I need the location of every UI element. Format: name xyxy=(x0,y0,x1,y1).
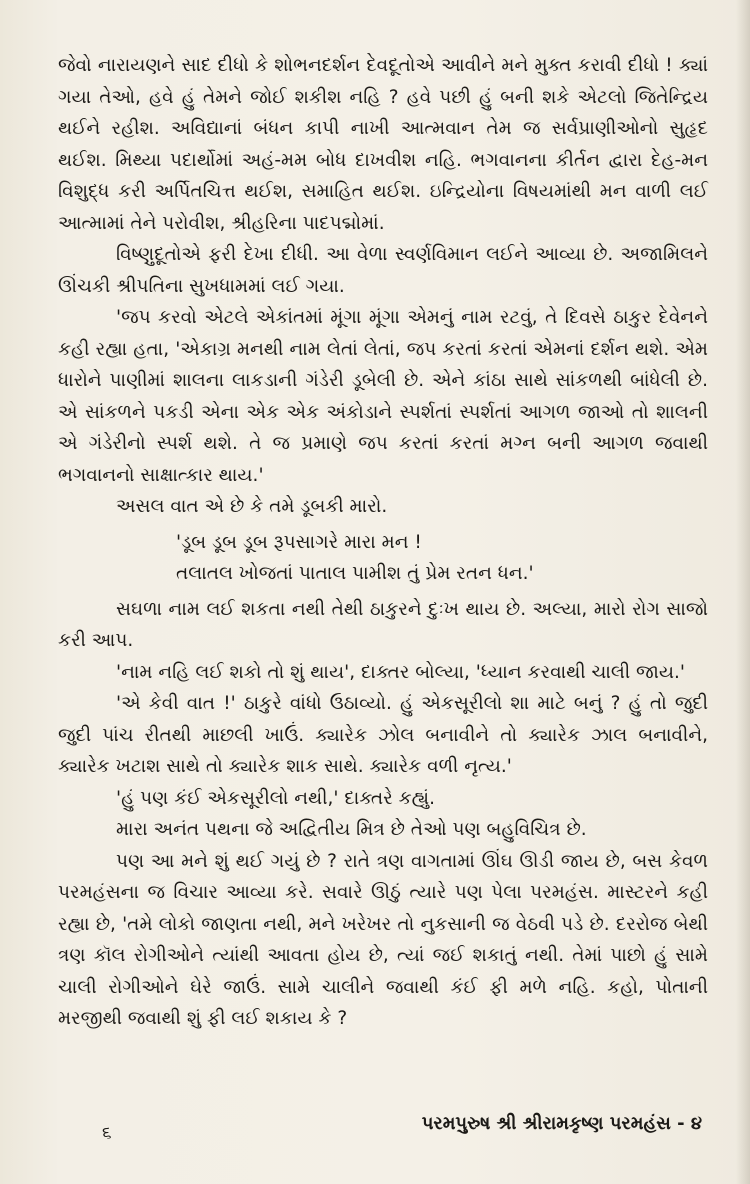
paragraph-6: 'નામ નહિ લઈ શકો તો શું થાય', દાક્તર બોલ્યા, 'ધ્યાન કરવાથી ચાલી જાય.' xyxy=(116,661,686,683)
body-text xyxy=(58,50,708,1035)
verse-block xyxy=(176,527,708,590)
binding-shadow xyxy=(736,0,750,1184)
paragraph-2: વિષ્ણુદૂતોએ ફરી દેખા દીધી. આ વેળા સ્વર્ણવિમાન લઈને આવ્યા છે. અજામિલને ઊંચકી શ્રીપતિના સુખધામમાં લઈ ગયા. xyxy=(58,244,708,297)
paragraph-7: 'એ કેવી વાત !' ઠાકુરે વાંધો ઉઠાવ્યો. હું એકસૂરીલો શા માટે બનું ? હું તો જુદી જુદી પાંચ રીતથી માછલી ખાઉં. ક્યારેક ઝોલ બનાવીને તો ક્યારેક ઝાલ બનાવીને, ક્યારેક ખટાશ સાથે તો ક્યારેક શાક સાથે. ક્યારેક વળી નૃત્ય.' xyxy=(58,693,708,777)
page-number: ૬ xyxy=(102,1123,112,1143)
paragraph-5: સઘળા નામ લઈ શકતા નથી તેથી ઠાકુરને દુઃખ થાય છે. અલ્યા, મારો રોગ સાજો કરી આપ. xyxy=(58,598,708,651)
paragraph-1: જેવો નારાયણને સાદ દીધો કે શોભનદર્શન દેવદૂતોએ આવીને મને મુક્ત કરાવી દીધો ! ક્યાં ગયા તેઓ, હવે હું તેમને જોઈ શકીશ નહિ ? હવે પછી હું બની શકે એટલો જિતેન્દ્રિય થઈને રહીશ. અવિદ્યાનાં બંધન કાપી નાખી આત્મવાન તેમ જ સર્વપ્રાણીઓનો સુહૃદ થઈશ. મિથ્યા પદાર્થોમાં અહં-મમ બોધ દાખવીશ નહિ. ભગવાનના કીર્તન દ્વારા દેહ-મન વિશુદ્ધ કરી અર્પિતચિત્ત થઈશ, સમાહિત થઈશ. ઇન્દ્રિયોના વિષયમાંથી મન વાળી લઈ આત્મામાં તેને પરોવીશ, શ્રીહરિના પાદપદ્મોમાં. xyxy=(58,55,708,234)
verse-line-1: 'ડૂબ ડૂબ ડૂબ રૂપસાગરે મારા મન ! xyxy=(176,531,422,553)
paragraph-8: 'હું પણ કંઈ એકસૂરીલો નથી,' દાક્તરે કહ્યું. xyxy=(116,787,435,809)
page-footer xyxy=(0,1113,750,1149)
running-title: પરમપુરુષ શ્રી શ્રીરામકૃષ્ણ પરમહંસ - ૪ xyxy=(421,1113,702,1134)
paragraph-3: 'જપ કરવો એટલે એકાંતમાં મૂંગા મૂંગા એમનું નામ રટવું, તે દિવસે ઠાકુર દેવેનને કહી રહ્યા હતા, 'એકાગ્ર મનથી નામ લેતાં લેતાં, જપ કરતાં કરતાં એમનાં દર્શન થશે. એમ ધારોને પાણીમાં શાલના લાકડાની ગંડેરી ડૂબેલી છે. એને કાંઠા સાથે સાંકળથી બાંધેલી છે. એ સાંકળને પકડી એના એક એક અંકોડાને સ્પર્શતાં સ્પર્શતાં આગળ જાઓ તો શાલની એ ગંડેરીનો સ્પર્શ થશે. તે જ પ્રમાણે જપ કરતાં કરતાં મગ્ન બની આગળ જવાથી ભગવાનનો સાક્ષાત્કાર થાય.' xyxy=(58,307,708,486)
paragraph-4: અસલ વાત એ છે કે તમે ડૂબકી મારો. xyxy=(116,496,388,517)
paragraph-10: પણ આ મને શું થઈ ગયું છે ? રાતે ત્રણ વાગતામાં ઊંઘ ઊડી જાય છે, બસ કેવળ પરમહંસના જ વિચાર આવ્યા કરે. સવારે ઊઠું ત્યારે પણ પેલા પરમહંસ. માસ્ટરને કહી રહ્યા છે, 'તમે લોકો જાણતા નથી, મને ખરેખર તો નુકસાની જ વેઠવી પડે છે. દરરોજ બેથી ત્રણ કૉલ રોગીઓને ત્યાંથી આવતા હોય છે, ત્યાં જઈ શકાતું નથી. તેમાં પાછો હું સામે ચાલી રોગીઓને ઘેરે જાઉં. સામે ચાલીને જવાથી કંઈ ફી મળે નહિ. કહો, પોતાની મરજીથી જવાથી શું ફી લઈ શકાય કે ? xyxy=(58,850,708,1029)
verse-line-2: તલાતલ ખોજતાં પાતાલ પામીશ તું પ્રેમ રતન ધન.' xyxy=(176,563,534,584)
paragraph-9: મારા અનંત પથના જે અદ્વિતીય મિત્ર છે તેઓ પણ બહુવિચિત્ર છે. xyxy=(116,819,587,840)
